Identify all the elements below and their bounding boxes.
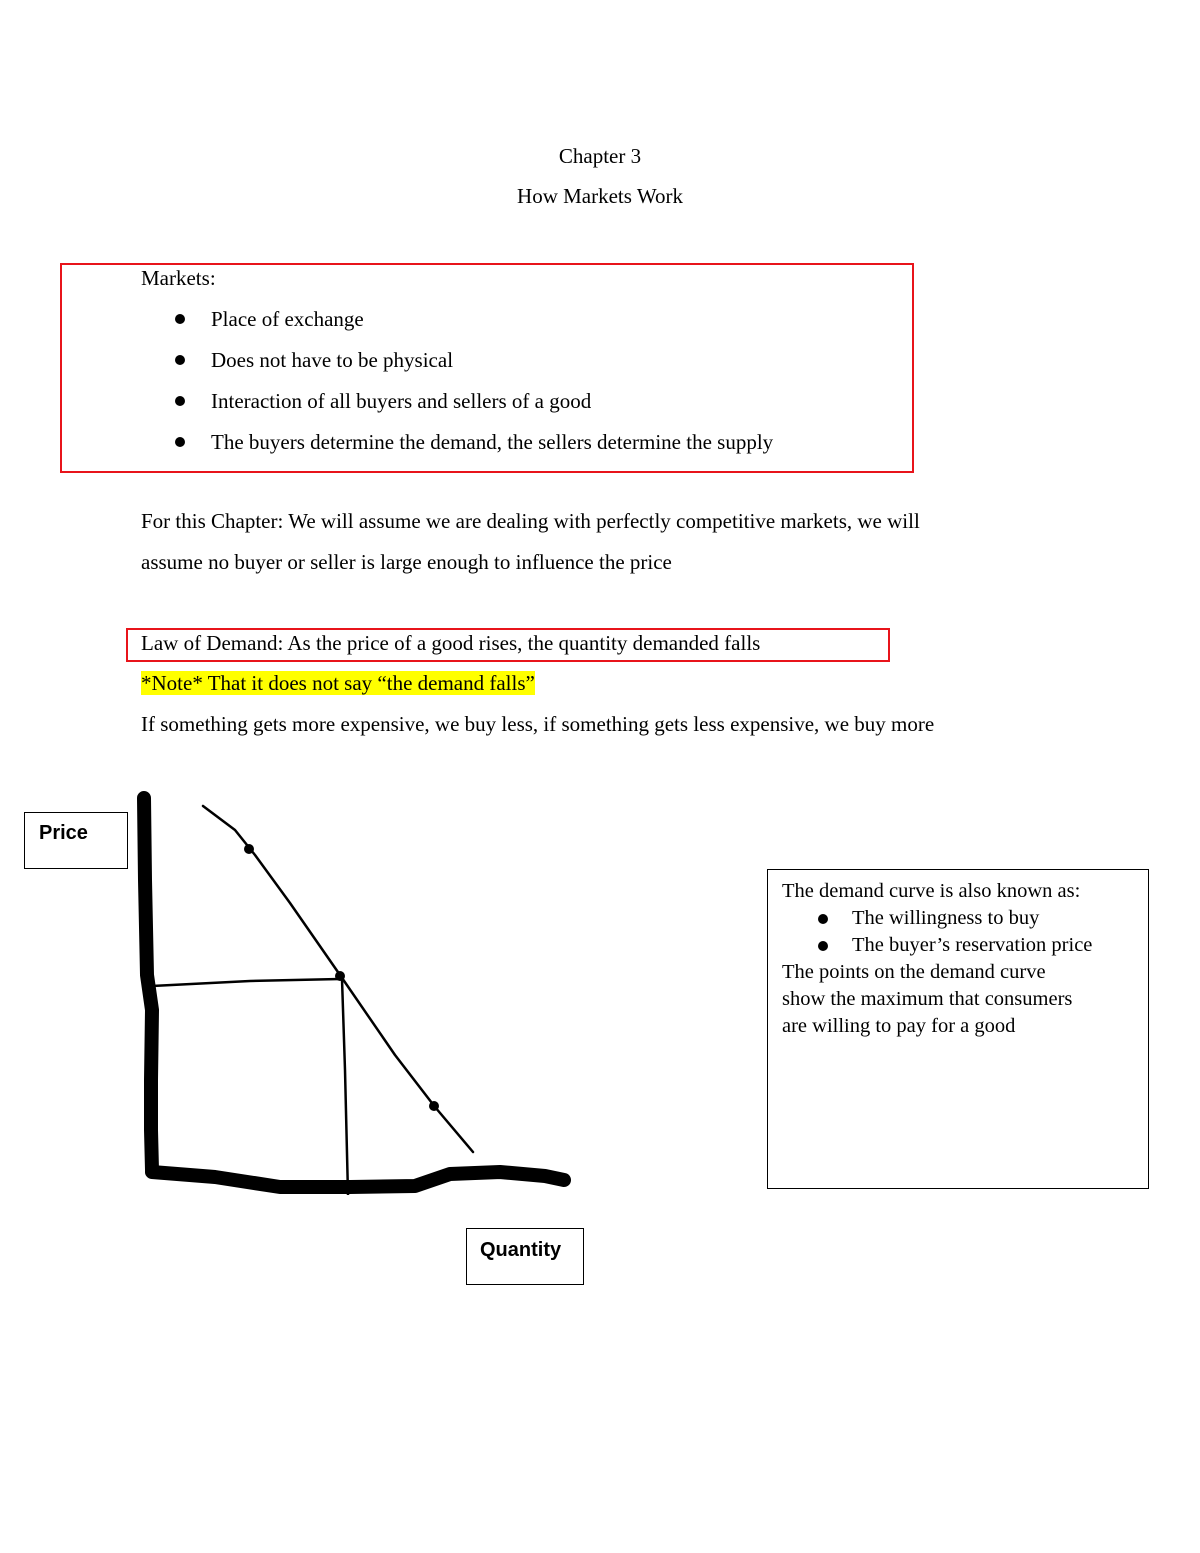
page-title: How Markets Work: [517, 184, 683, 208]
quantity-axis-label: Quantity: [480, 1239, 562, 1261]
note-body-line: are willing to pay for a good: [782, 1015, 1016, 1037]
curve-point-mid: [335, 971, 345, 981]
list-item: The buyer’s reservation price: [852, 932, 1148, 959]
curve-point-low: [429, 1101, 439, 1111]
curve-point-high: [244, 844, 254, 854]
highlighted-note: *Note* That it does not say “the demand falls”: [141, 671, 535, 695]
note-list: [782, 905, 1148, 959]
note-intro: The demand curve is also known as:: [782, 880, 1081, 902]
note-body-line: The points on the demand curve: [782, 961, 1046, 983]
x-axis: [152, 1172, 564, 1187]
list-item: Place of exchange: [211, 306, 773, 347]
price-axis-label: Price: [39, 822, 88, 844]
assumption-line-2: assume no buyer or seller is large enough to influence the price: [141, 550, 672, 574]
law-of-demand-statement: Law of Demand: As the price of a good rises, the quantity demanded falls: [141, 631, 761, 655]
note-body-line: show the maximum that consumers: [782, 988, 1073, 1010]
list-item: The willingness to buy: [852, 905, 1148, 932]
list-item: Does not have to be physical: [211, 347, 773, 388]
demand-curve-note-box: [767, 869, 1149, 1189]
list-item: Interaction of all buyers and sellers of a good: [211, 388, 773, 429]
list-item: The buyers determine the demand, the sellers determine the supply: [211, 429, 773, 470]
markets-label: Markets:: [141, 266, 216, 290]
quantity-guide-line: [342, 979, 348, 1195]
chapter-number: Chapter 3: [558, 144, 642, 168]
assumption-line-1: For this Chapter: We will assume we are dealing with perfectly competitive markets, we will: [141, 509, 920, 533]
price-guide-line: [152, 979, 340, 986]
quantity-label-box: [466, 1228, 584, 1285]
price-label-box: [24, 812, 128, 869]
y-axis: [144, 798, 152, 1170]
law-of-demand-explanation: If something gets more expensive, we buy less, if something gets less expensive, we buy more: [141, 712, 935, 736]
